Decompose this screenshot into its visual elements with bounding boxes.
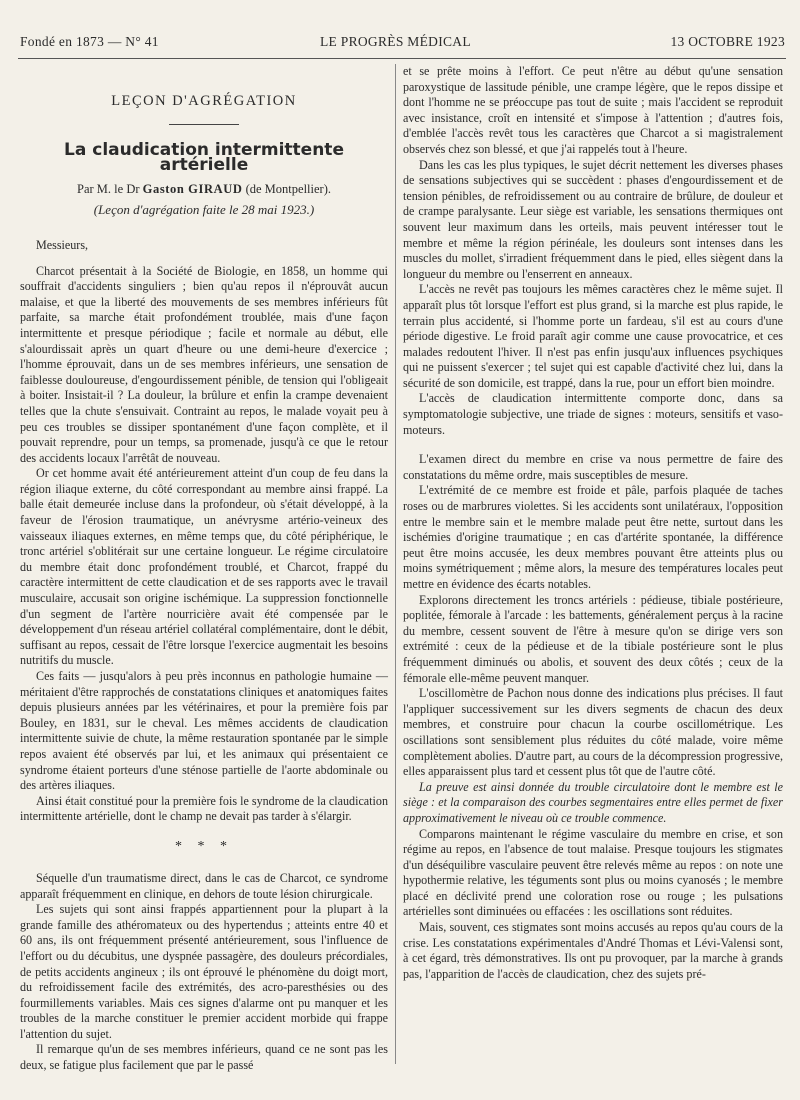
byline <box>20 182 388 198</box>
header-journal-title: LE PROGRÈS MÉDICAL <box>320 34 471 49</box>
paragraph: et se prête moins à l'effort. Ce peut n'être au début qu'une sensation paroxystique de lassitude pénible, une crampe légère, que le repos dissipe et dont l'homme ne se préoccupe pas tout de suite ; mais l'accident se reproduit avec insistance, croît en intensité et s'impose à l'attention ; d'autres fois, d'emblée l'accès revêt tous les caractères que Charcot a si magistralement observés chez son blessé, et que j'ai rappelés tout à l'heure. <box>403 64 783 156</box>
heading-rule <box>169 124 239 125</box>
paragraph: L'accès de claudication intermittente comporte donc, dans sa symptomatologie subjective, une triade de signes : moteurs, sensitifs et vaso-moteurs. <box>403 391 783 437</box>
lecture-subtitle: (Leçon d'agrégation faite le 28 mai 1923.) <box>93 202 315 218</box>
header-rule <box>18 58 786 59</box>
paragraph: Explorons directement les troncs artériels : pédieuse, tibiale postérieure, poplitée, fémorale à l'arcade : les battements, généralement perçus à la racine du membre, cessent souvent de l'être à mesure qu'on se dirige vers son extrémité : ceux de la pédieuse et de la tibiale postérieure sont le plus fréquemment diminués ou abolis, et souvent des deux côtés ; ceux de la fémorale elle-même peuvent manquer. <box>403 592 783 685</box>
paragraph: Ainsi était constitué pour la première fois le syndrome de la claudication intermittente artérielle, dont le champ ne devait pas tarder à s'élargir. <box>20 793 388 824</box>
section-heading: LEÇON D'AGRÉGATION <box>111 93 297 109</box>
paragraph: L'oscillomètre de Pachon nous donne des indications plus précises. Il faut l'appliquer successivement sur les divers segments de chacun des deux membres, et construire pour chacun la courbe oscillométrique. Les oscillations sont sensiblement plus réduites du côté malade, voire même complètement abolies. D'autre part, au cours de la décompression progressive, elles apparaissent plus tard et cessent plus tôt que de l'autre côté. <box>403 686 783 779</box>
author-affiliation: (de Montpellier). <box>245 181 331 196</box>
paragraph: L'accès ne revêt pas toujours les mêmes caractères chez le même sujet. Il apparaît plus tôt lorsque l'effort est plus grand, si la marche est plus rapide, le terrain plus accidenté, si l'homme porte un fardeau, s'il est au cours d'une période digestive. Le froid paraît agir comme une cause provocatrice, et ces malades redoutent l'hiver. Il n'est pas enfin jusqu'aux influences psychiques qui ne puissent s'exercer ; tel sujet qui est capable d'activité chez lui, dans la sécurité de son domicile, est trappé, dans la rue, pour un effort bien moindre. <box>403 282 783 390</box>
article-title: La claudication intermittente artérielle <box>64 139 344 176</box>
paragraph: L'extrémité de ce membre est froide et pâle, parfois plaquée de taches roses ou de marbrures violettes. Si les accidents sont unilatéraux, l'opposition entre le membre sain et le membre malade peut être nette, surtout dans les ischémies d'origine traumatique ; en cas d'artérite spontanée, la différence peut être moins accusée, les deux membres pouvant être atteints plus ou moins symétriquement ; même alors, la mesure des températures locales peut mettre en évidence des écarts notables. <box>403 483 783 591</box>
paragraph: Or cet homme avait été antérieurement atteint d'un coup de feu dans la région iliaque externe, du côté correspondant au membre ainsi frappé. La balle était demeurée incluse dans la profondeur, où s'était développé, à la faveur de l'érosion traumatique, un anévrysme artério-veineux des vaisseaux iliaques externes, en même temps que, du côté périphérique, le tronc artériel s'oblitérait sur une certaine longueur. Le régime circulatoire du membre était donc profondément troublé, et Charcot, frappé du caractère intermittent de cette claudication et de ses rapports avec le travail musculaire, accusait son origine ischémique. La suppression fonctionnelle d'un segment de l'artère nourricière avait été compensée par le développement d'un réseau artériel collatéral complémentaire, dont le débit, suffisant au repos, cessait de l'être lorsque l'exercice augmentait les besoins nutritifs du muscle. <box>20 466 388 668</box>
paragraph: Comparons maintenant le régime vasculaire du membre en crise, et son régime au repos, en l'absence de tout malaise. Presque toujours les stigmates d'un déséquilibre vasculaire peuvent être relevés même au repos : on note une hypothermie relative, les téguments sont plus ou moins cyanosés ; le membre placé en déclivité prend une coloration rose ou rouge ; les pulsations artérielles sont diminuées ou effacées : les oscillations sont réduites. <box>403 826 783 919</box>
paragraph: La preuve est ainsi donnée du trouble circulatoire dont le membre est le siège : et la comparaison des courbes segmentaires entre elles permet de fixer approximativement le niveau où ce trouble commence. <box>403 779 783 825</box>
paragraph: Ces faits — jusqu'alors à peu près inconnus en pathologie humaine — méritaient d'être rapprochés de constatations cliniques et anatomiques faites depuis plusieurs années par les vétérinaires, et pour la première fois par Bouley, en 1831, sur le cheval. Les mêmes accidents de claudication intermittente suivie de chute, la même restauration spontanée par le simple repos avaient été observés par lui, et les animaux qui présentaient ce syndrome étaient porteurs d'une sténose partielle de l'aorte abdominale ou des artères iliaques. <box>20 669 388 793</box>
header-date: 13 OCTOBRE 1923 <box>670 34 785 49</box>
section-break-asterisks: * * * <box>175 838 233 854</box>
left-column <box>20 64 388 1074</box>
author-name: Gaston GIRAUD <box>142 181 243 196</box>
right-column <box>403 64 783 982</box>
byline-prefix: Par M. le Dr <box>77 181 140 196</box>
salutation: Messieurs, <box>36 237 89 252</box>
paragraph: Charcot présentait à la Société de Biologie, en 1858, un homme qui souffrait d'accidents singuliers ; bien qu'au repos il n'éprouvât aucun malaise, et que la liberté des mouvements de ses membres inférieurs fût parfaite, sa marche était profondément troublée, mais d'une façon intermittente et presque périodique ; facile et normale au début, elle s'alourdissait après un quart d'heure ou une demi-heure d'exercice ; l'homme éprouvait, dans un de ses membres inférieurs, une sensation de faiblesse douloureuse, d'engourdissement pénible, de tension qui l'obligeait à boiter. Insistait-il ? La douleur, la brûlure et enfin la crampe devenaient telles que la chute s'ensuivait. Contraint au repos, le malade voyait peu à peu ces troubles se dissiper spontanément d'une façon complète, et il pouvait reprendre, pour un temps, sa promenade, jusqu'à ce que le retour des accidents locaux l'arrêtât de nouveau. <box>20 263 388 465</box>
paragraph: Il remarque qu'un de ses membres inférieurs, quand ce ne sont pas les deux, se fatigue plus facilement que par le passé <box>20 1042 388 1073</box>
header-founded-issue: Fondé en 1873 — N° 41 <box>20 34 159 49</box>
paragraph: Mais, souvent, ces stigmates sont moins accusés au repos qu'au cours de la crise. Les constatations expérimentales d'André Thomas et Lévi-Valensi sont, à cet égard, très démonstratives. Ils ont pu provoquer, par la marche à grands pas, l'apparition de l'accès de claudication, chez des sujets pré- <box>403 920 783 981</box>
paragraph: L'examen direct du membre en crise va nous permettre de faire des constatations du même ordre, mais susceptibles de mesure. <box>403 452 783 482</box>
paragraph: Séquelle d'un traumatisme direct, dans le cas de Charcot, ce syndrome apparaît fréquemment en clinique, en dehors de toute lésion chirurgicale. <box>20 870 388 901</box>
paragraph: Les sujets qui sont ainsi frappés appartiennent pour la plupart à la grande famille des athéromateux ou des hypertendus ; atteints entre 40 et 60 ans, ils ont fréquemment présenté antérieurement, sous l'influence de l'effort ou du décubitus, une dyspnée passagère, des douleurs précordiales, de petits accidents angineux ; ils ont éprouvé le phénomène du doigt mort, du refroidissement facile des extrémités, des acro-paresthésies ou des fourmillements variables. Mais ces signes d'alarme ont pu manquer et les troubles de la marche constituer le premier accident morbide qui frappe l'attention du sujet. <box>20 902 388 1041</box>
running-header <box>20 34 785 56</box>
column-divider <box>395 64 396 1064</box>
paragraph: Dans les cas les plus typiques, le sujet décrit nettement les diverses phases de sensations subjectives qui se succèdent : phases d'engourdissement et de tension pénibles, de refroidissement ou au contraire de brûlure, de douleur et de crampe paralysante. Leur siège est variable, les sensations thermiques ont souvent leur maximum dans les orteils, mais peuvent intéresser tout le membre et même la région périnéale, les douleurs sont intenses dans les muscles du mollet, s'irradient fréquemment dans le pied, elles siègent dans la longueur du membre ou l'enserrent en anneaux. <box>403 157 783 281</box>
